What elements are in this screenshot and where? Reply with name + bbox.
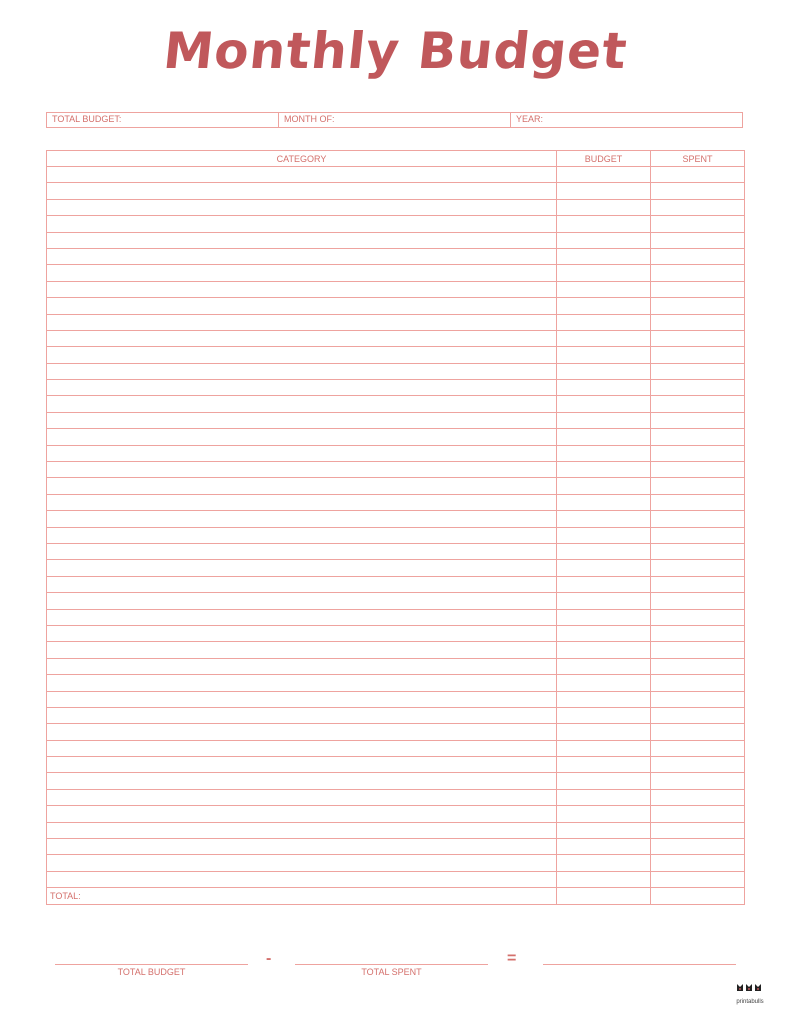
budget-cell[interactable] — [557, 773, 651, 789]
budget-cell[interactable] — [557, 625, 651, 641]
budget-cell[interactable] — [557, 347, 651, 363]
spent-cell[interactable] — [651, 314, 745, 330]
budget-table-body — [47, 167, 745, 905]
table-row — [47, 412, 745, 428]
category-cell[interactable] — [47, 167, 557, 183]
spent-cell[interactable] — [651, 658, 745, 674]
spent-cell[interactable] — [651, 167, 745, 183]
budget-cell[interactable] — [557, 199, 651, 215]
spent-cell[interactable] — [651, 232, 745, 248]
category-cell[interactable] — [47, 248, 557, 264]
summary-formula — [0, 950, 791, 986]
info-bar — [46, 112, 743, 128]
category-cell[interactable] — [47, 789, 557, 805]
table-row — [47, 543, 745, 559]
spent-cell[interactable] — [651, 494, 745, 510]
spent-cell[interactable] — [651, 380, 745, 396]
budget-cell[interactable] — [557, 543, 651, 559]
table-row — [47, 855, 745, 871]
table-row — [47, 527, 745, 543]
spent-cell[interactable] — [651, 675, 745, 691]
table-row — [47, 560, 745, 576]
spent-cell[interactable] — [651, 593, 745, 609]
budget-cell[interactable] — [557, 298, 651, 314]
budget-cell[interactable] — [557, 560, 651, 576]
budget-cell[interactable] — [557, 248, 651, 264]
table-header-row — [47, 151, 745, 167]
category-cell[interactable] — [47, 412, 557, 428]
budget-cell[interactable] — [557, 412, 651, 428]
category-cell[interactable] — [47, 560, 557, 576]
budget-cell[interactable] — [557, 445, 651, 461]
category-cell[interactable] — [47, 478, 557, 494]
category-cell[interactable] — [47, 839, 557, 855]
spent-cell[interactable] — [651, 330, 745, 346]
total-spent-line[interactable] — [295, 964, 488, 965]
category-cell[interactable] — [47, 511, 557, 527]
category-cell[interactable] — [47, 576, 557, 592]
category-cell[interactable] — [47, 396, 557, 412]
category-cell[interactable] — [47, 707, 557, 723]
table-row — [47, 642, 745, 658]
table-row — [47, 593, 745, 609]
category-cell[interactable] — [47, 527, 557, 543]
budget-cell[interactable] — [557, 494, 651, 510]
total-label: TOTAL: — [47, 888, 557, 904]
budget-cell[interactable] — [557, 462, 651, 478]
category-cell[interactable] — [47, 543, 557, 559]
table-row — [47, 462, 745, 478]
total-row — [47, 888, 745, 904]
table-row — [47, 248, 745, 264]
category-cell[interactable] — [47, 347, 557, 363]
budget-cell[interactable] — [557, 789, 651, 805]
minus-sign: - — [266, 950, 272, 967]
spent-cell[interactable] — [651, 773, 745, 789]
category-cell[interactable] — [47, 675, 557, 691]
category-cell[interactable] — [47, 658, 557, 674]
category-cell[interactable] — [47, 314, 557, 330]
category-cell[interactable] — [47, 281, 557, 297]
spent-cell[interactable] — [651, 740, 745, 756]
page-title: Monthly Budget — [160, 22, 631, 80]
category-cell[interactable] — [47, 183, 557, 199]
budget-cell[interactable] — [557, 593, 651, 609]
category-cell[interactable] — [47, 773, 557, 789]
category-cell[interactable] — [47, 625, 557, 641]
budget-cell[interactable] — [557, 167, 651, 183]
spent-cell[interactable] — [651, 724, 745, 740]
budget-cell[interactable] — [557, 511, 651, 527]
table-row — [47, 429, 745, 445]
budget-cell[interactable] — [557, 757, 651, 773]
category-cell[interactable] — [47, 298, 557, 314]
spent-cell[interactable] — [651, 576, 745, 592]
table-row — [47, 789, 745, 805]
budget-cell[interactable] — [557, 232, 651, 248]
table-row — [47, 478, 745, 494]
spent-cell[interactable] — [651, 298, 745, 314]
spent-cell[interactable] — [651, 216, 745, 232]
spent-cell[interactable] — [651, 789, 745, 805]
category-cell[interactable] — [47, 462, 557, 478]
budget-cell[interactable] — [557, 576, 651, 592]
budget-cell[interactable] — [557, 806, 651, 822]
spent-cell[interactable] — [651, 609, 745, 625]
spent-cell[interactable] — [651, 396, 745, 412]
budget-cell[interactable] — [557, 642, 651, 658]
spent-cell[interactable] — [651, 281, 745, 297]
total-budget-label: TOTAL BUDGET — [117, 967, 186, 977]
spent-cell[interactable] — [651, 691, 745, 707]
spent-cell[interactable] — [651, 265, 745, 281]
spent-cell[interactable] — [651, 642, 745, 658]
category-cell[interactable] — [47, 429, 557, 445]
category-cell[interactable] — [47, 757, 557, 773]
table-row — [47, 183, 745, 199]
spent-cell[interactable] — [651, 855, 745, 871]
table-row — [47, 281, 745, 297]
table-row — [47, 576, 745, 592]
category-cell[interactable] — [47, 265, 557, 281]
budget-cell[interactable] — [557, 429, 651, 445]
table-row — [47, 445, 745, 461]
category-cell[interactable] — [47, 871, 557, 887]
spent-cell[interactable] — [651, 839, 745, 855]
table-row — [47, 396, 745, 412]
budget-cell[interactable] — [557, 216, 651, 232]
category-cell[interactable] — [47, 494, 557, 510]
budget-cell[interactable] — [557, 724, 651, 740]
budget-cell[interactable] — [557, 363, 651, 379]
category-cell[interactable] — [47, 216, 557, 232]
brand-logo — [728, 980, 772, 1005]
table-row — [47, 494, 745, 510]
table-row — [47, 675, 745, 691]
table-row — [47, 298, 745, 314]
budget-cell[interactable] — [557, 871, 651, 887]
total-spent-cell[interactable] — [651, 888, 745, 904]
spent-cell[interactable] — [651, 363, 745, 379]
spent-cell[interactable] — [651, 527, 745, 543]
spent-cell[interactable] — [651, 248, 745, 264]
spent-cell[interactable] — [651, 822, 745, 838]
budget-cell[interactable] — [557, 330, 651, 346]
spent-cell[interactable] — [651, 199, 745, 215]
table-row — [47, 740, 745, 756]
budget-cell[interactable] — [557, 183, 651, 199]
table-row — [47, 757, 745, 773]
table-row — [47, 707, 745, 723]
spent-cell[interactable] — [651, 757, 745, 773]
total-spent-label: TOTAL SPENT — [361, 967, 422, 977]
table-row — [47, 265, 745, 281]
table-row — [47, 314, 745, 330]
category-cell[interactable] — [47, 822, 557, 838]
budget-cell[interactable] — [557, 527, 651, 543]
table-row — [47, 511, 745, 527]
spent-cell[interactable] — [651, 347, 745, 363]
spent-cell[interactable] — [651, 183, 745, 199]
category-cell[interactable] — [47, 609, 557, 625]
table-row — [47, 871, 745, 887]
table-row — [47, 724, 745, 740]
budget-cell[interactable] — [557, 839, 651, 855]
result-line[interactable] — [543, 964, 736, 965]
table-row — [47, 625, 745, 641]
total-budget-field[interactable]: TOTAL BUDGET: — [47, 113, 279, 127]
total-budget-cell[interactable] — [557, 888, 651, 904]
budget-cell[interactable] — [557, 478, 651, 494]
spent-cell[interactable] — [651, 560, 745, 576]
spent-cell[interactable] — [651, 871, 745, 887]
total-budget-line[interactable] — [55, 964, 248, 965]
budget-cell[interactable] — [557, 380, 651, 396]
category-cell[interactable] — [47, 445, 557, 461]
spent-header: SPENT — [651, 151, 745, 167]
category-cell[interactable] — [47, 232, 557, 248]
spent-cell[interactable] — [651, 445, 745, 461]
bull-icon — [735, 981, 765, 993]
budget-cell[interactable] — [557, 281, 651, 297]
spent-cell[interactable] — [651, 625, 745, 641]
table-row — [47, 839, 745, 855]
spent-cell[interactable] — [651, 511, 745, 527]
budget-cell[interactable] — [557, 658, 651, 674]
table-row — [47, 232, 745, 248]
table-row — [47, 330, 745, 346]
table-row — [47, 609, 745, 625]
brand-name: printabulls — [736, 999, 764, 1005]
spent-cell[interactable] — [651, 412, 745, 428]
budget-cell[interactable] — [557, 740, 651, 756]
budget-cell[interactable] — [557, 822, 651, 838]
category-header: CATEGORY — [47, 151, 557, 167]
category-cell[interactable] — [47, 691, 557, 707]
spent-cell[interactable] — [651, 707, 745, 723]
budget-cell[interactable] — [557, 855, 651, 871]
spent-cell[interactable] — [651, 429, 745, 445]
category-cell[interactable] — [47, 855, 557, 871]
year-field[interactable]: YEAR: — [516, 114, 544, 124]
budget-header: BUDGET — [557, 151, 651, 167]
table-row — [47, 216, 745, 232]
equals-sign: = — [507, 950, 517, 967]
category-cell[interactable] — [47, 363, 557, 379]
budget-table — [46, 150, 745, 905]
category-cell[interactable] — [47, 724, 557, 740]
spent-cell[interactable] — [651, 462, 745, 478]
table-row — [47, 167, 745, 183]
table-row — [47, 806, 745, 822]
spent-cell[interactable] — [651, 543, 745, 559]
category-cell[interactable] — [47, 593, 557, 609]
budget-cell[interactable] — [557, 609, 651, 625]
table-row — [47, 363, 745, 379]
table-row — [47, 658, 745, 674]
category-cell[interactable] — [47, 642, 557, 658]
budget-cell[interactable] — [557, 691, 651, 707]
table-row — [47, 691, 745, 707]
category-cell[interactable] — [47, 806, 557, 822]
category-cell[interactable] — [47, 199, 557, 215]
category-cell[interactable] — [47, 380, 557, 396]
budget-cell[interactable] — [557, 265, 651, 281]
budget-cell[interactable] — [557, 675, 651, 691]
table-row — [47, 347, 745, 363]
table-row — [47, 822, 745, 838]
category-cell[interactable] — [47, 740, 557, 756]
table-row — [47, 380, 745, 396]
category-cell[interactable] — [47, 330, 557, 346]
spent-cell[interactable] — [651, 806, 745, 822]
table-row — [47, 773, 745, 789]
budget-cell[interactable] — [557, 314, 651, 330]
table-row — [47, 199, 745, 215]
month-field[interactable]: MONTH OF: — [279, 113, 511, 127]
budget-cell[interactable] — [557, 707, 651, 723]
budget-cell[interactable] — [557, 396, 651, 412]
spent-cell[interactable] — [651, 478, 745, 494]
